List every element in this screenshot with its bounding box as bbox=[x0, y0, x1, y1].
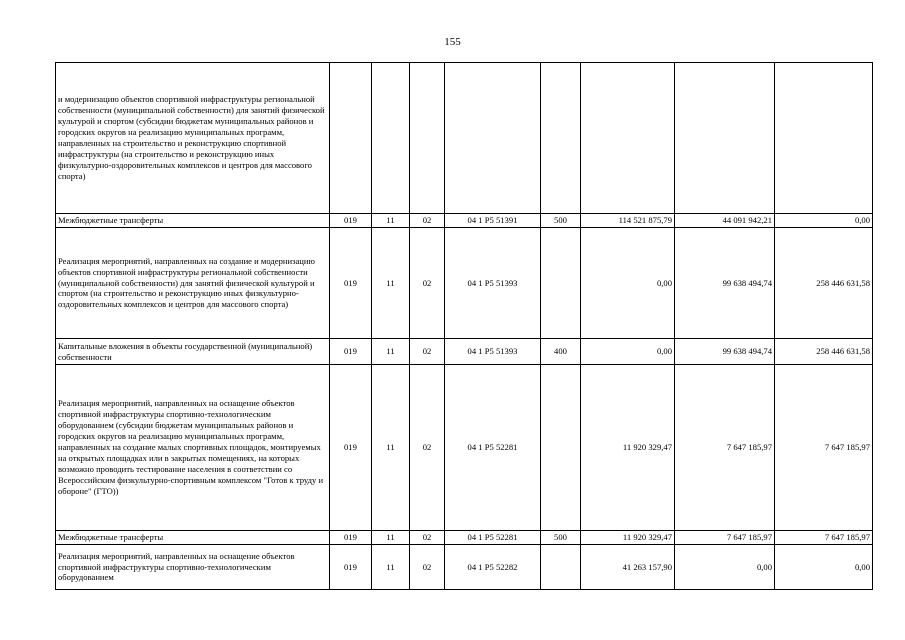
ministry-code: 019 bbox=[330, 339, 372, 365]
row-name: и модернизацию объектов спортивной инфраструктуры региональной собственности (муниципальной собственности) для занятий физической культурой и спортом (субсидии бюджетам муниципальных районов и городских округов на реализацию муниципальных программ, направленных на строительство и реконструкцию спортивной инфраструктуры (на строительство и реконструкцию иных физкультурно-оздоровительных комплексов и центров для массового спорта) bbox=[56, 63, 330, 214]
row-name: Межбюджетные трансферты bbox=[56, 214, 330, 228]
target-code: 04 1 P5 52281 bbox=[445, 531, 541, 545]
amount-3: 7 647 185,97 bbox=[775, 531, 873, 545]
table-row bbox=[56, 339, 873, 365]
expense-type-code: 500 bbox=[541, 214, 581, 228]
amount-3: 0,00 bbox=[775, 545, 873, 590]
budget-table bbox=[55, 62, 873, 590]
section-code: 11 bbox=[372, 545, 410, 590]
amount-1: 0,00 bbox=[581, 339, 675, 365]
amount-2: 7 647 185,97 bbox=[675, 531, 775, 545]
table-row bbox=[56, 531, 873, 545]
row-name: Реализация мероприятий, направленных на оснащение объектов спортивной инфраструктуры спортивно-технологическим оборудованием bbox=[56, 545, 330, 590]
expense-type-code: 400 bbox=[541, 339, 581, 365]
expense-type-code: 500 bbox=[541, 531, 581, 545]
section-code: 11 bbox=[372, 531, 410, 545]
amount-3: 0,00 bbox=[775, 214, 873, 228]
target-code: 04 1 P5 51393 bbox=[445, 339, 541, 365]
subsection-code: 02 bbox=[410, 531, 445, 545]
row-name: Межбюджетные трансферты bbox=[56, 531, 330, 545]
subsection-code: 02 bbox=[410, 365, 445, 531]
amount-3 bbox=[775, 63, 873, 214]
amount-2: 99 638 494,74 bbox=[675, 228, 775, 339]
amount-2: 44 091 942,21 bbox=[675, 214, 775, 228]
subsection-code: 02 bbox=[410, 214, 445, 228]
amount-1: 41 263 157,90 bbox=[581, 545, 675, 590]
expense-type-code bbox=[541, 365, 581, 531]
amount-2: 7 647 185,97 bbox=[675, 365, 775, 531]
ministry-code: 019 bbox=[330, 531, 372, 545]
ministry-code: 019 bbox=[330, 214, 372, 228]
page-number: 155 bbox=[444, 36, 461, 48]
table-row bbox=[56, 545, 873, 590]
amount-1: 0,00 bbox=[581, 228, 675, 339]
section-code bbox=[372, 63, 410, 214]
amount-3: 7 647 185,97 bbox=[775, 365, 873, 531]
target-code: 04 1 P5 52281 bbox=[445, 365, 541, 531]
amount-1: 114 521 875,79 bbox=[581, 214, 675, 228]
ministry-code: 019 bbox=[330, 545, 372, 590]
subsection-code bbox=[410, 63, 445, 214]
expense-type-code bbox=[541, 545, 581, 590]
amount-1 bbox=[581, 63, 675, 214]
section-code: 11 bbox=[372, 228, 410, 339]
amount-2: 0,00 bbox=[675, 545, 775, 590]
target-code: 04 1 P5 52282 bbox=[445, 545, 541, 590]
target-code bbox=[445, 63, 541, 214]
row-name: Реализация мероприятий, направленных на оснащение объектов спортивной инфраструктуры спортивно-технологическим оборудованием (субсидии бюджетам муниципальных районов и городских округов на реализацию муниципальных программ, направленных на создание малых спортивных площадок, монтируемых на открытых площадках или в закрытых помещениях, на которых возможно проводить тестирование населения в соответствии со Всероссийским физкультурно-спортивным комплексом "Готов к труду и обороне" (ГТО)) bbox=[56, 365, 330, 531]
subsection-code: 02 bbox=[410, 545, 445, 590]
expense-type-code bbox=[541, 63, 581, 214]
table-row bbox=[56, 228, 873, 339]
row-name: Реализация мероприятий, направленных на создание и модернизацию объектов спортивной инфраструктуры региональной собственности (муниципальной собственности) для занятий физической культурой и спортом (на строительство и реконструкцию иных физкультурно-оздоровительных комплексов и центров для массового спорта) bbox=[56, 228, 330, 339]
amount-1: 11 920 329,47 bbox=[581, 365, 675, 531]
amount-3: 258 446 631,58 bbox=[775, 339, 873, 365]
section-code: 11 bbox=[372, 339, 410, 365]
ministry-code: 019 bbox=[330, 228, 372, 339]
ministry-code: 019 bbox=[330, 365, 372, 531]
target-code: 04 1 P5 51391 bbox=[445, 214, 541, 228]
amount-1: 11 920 329,47 bbox=[581, 531, 675, 545]
subsection-code: 02 bbox=[410, 228, 445, 339]
subsection-code: 02 bbox=[410, 339, 445, 365]
table-row bbox=[56, 214, 873, 228]
target-code: 04 1 P5 51393 bbox=[445, 228, 541, 339]
expense-type-code bbox=[541, 228, 581, 339]
amount-2: 99 638 494,74 bbox=[675, 339, 775, 365]
amount-3: 258 446 631,58 bbox=[775, 228, 873, 339]
row-name: Капитальные вложения в объекты государственной (муниципальной) собственности bbox=[56, 339, 330, 365]
section-code: 11 bbox=[372, 214, 410, 228]
amount-2 bbox=[675, 63, 775, 214]
section-code: 11 bbox=[372, 365, 410, 531]
table-row bbox=[56, 365, 873, 531]
table-row bbox=[56, 63, 873, 214]
ministry-code bbox=[330, 63, 372, 214]
